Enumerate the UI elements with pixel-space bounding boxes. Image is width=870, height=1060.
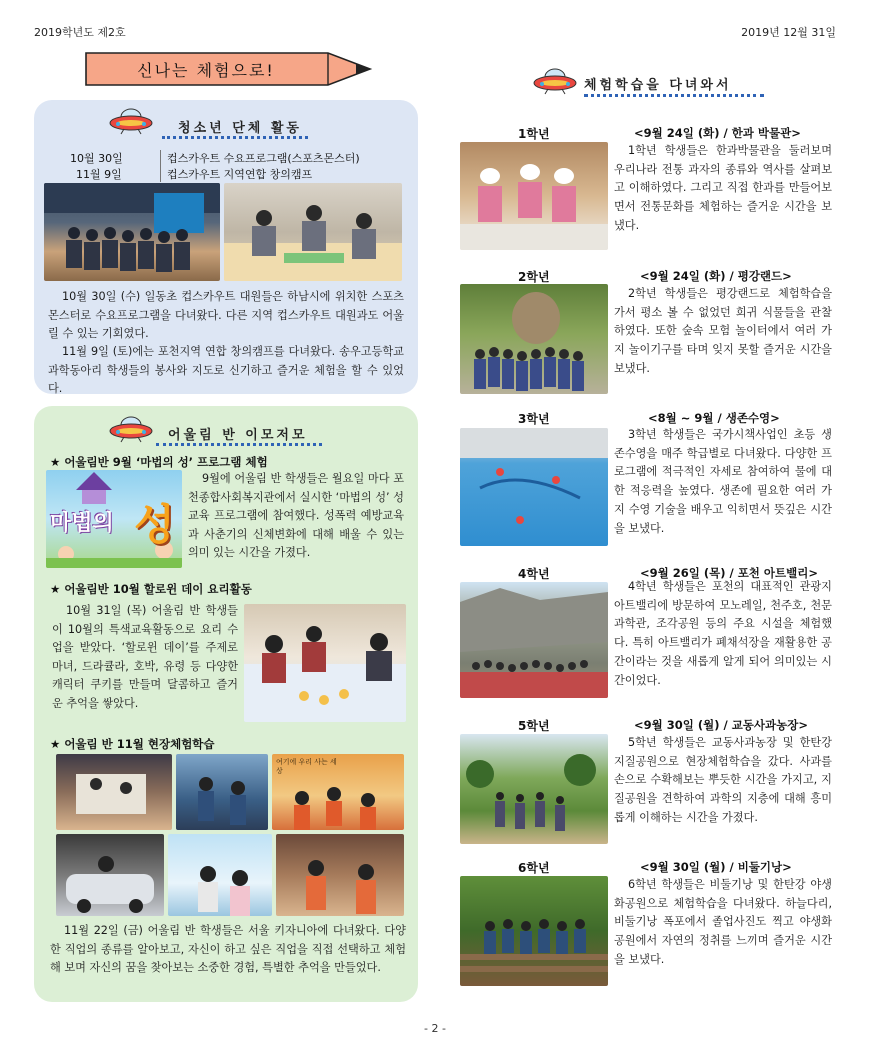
grade-1-body: 1학년 학생들은 한과박물관을 둘러보며 우리나라 전통 과자의 종류와 역사를 살펴보고 이해하였다. 그리고 직접 한과를 만들어보면서 전통문화를 체험하는 즐거운 시간을 보냈다. xyxy=(614,144,832,232)
scout-body-2: 11월 9일 (토)에는 포천지역 연합 창의캠프를 다녀왔다. 송우고등학교 과학동아리 학생들의 봉사와 지도로 신기하고 즐거운 체험을 할 수 있었다. xyxy=(48,345,404,395)
banner-title: 신나는 체험으로! xyxy=(137,61,275,80)
kidzania-photo-1 xyxy=(56,754,172,830)
photo-car xyxy=(56,834,164,916)
inclusive-body-2: 10월 31일 (목) 어울림 반 학생들이 10월의 특색교육활동으로 요리 수업을 받았다. ‘할로윈 데이’를 주제로 마녀, 드라큘라, 호박, 유령 등 다양한 캐릭터 쿠키를 만들며 달콤하고 즐거운 추억을 쌓았다. xyxy=(52,604,238,710)
page-number: - 2 - xyxy=(424,1022,446,1035)
ufo-icon xyxy=(108,106,154,136)
kidzania-photo-3 xyxy=(272,754,404,830)
grade-1-photo xyxy=(460,142,608,250)
ufo-icon xyxy=(108,414,154,444)
grade-5-heading: <9월 30일 (월) / 교동사과농장> xyxy=(634,718,808,732)
inclusive-title: 어울림 반 이모저모 xyxy=(168,428,308,443)
kidzania-photo-5 xyxy=(168,834,272,916)
inclusive-body-3: 11월 22일 (금) 어울림 반 학생들은 서울 키자니아에 다녀왔다. 다양한 직업의 종류를 알아보고, 자신이 하고 싶은 직업을 직접 선택하고 체험해 보며 자신의 꿈을 찾아보는 소중한 경험, 특별한 추억을 만들었다. xyxy=(50,924,406,974)
kidzania-photo-4 xyxy=(56,834,164,916)
grade-3-body: 3학년 학생들은 국가시책사업인 초등 생존수영을 매주 학급별로 다녀왔다. 다양한 프로그램에 적극적인 자세로 참여하여 물에 대한 적응력을 높였다. 생존에 필요한 여러 가지 수영 기술을 배우고 익히면서 뜻깊은 시간을 보냈다. xyxy=(614,428,832,535)
photo-people xyxy=(224,183,402,281)
magic-castle-poster xyxy=(46,470,182,568)
scout-title-underline xyxy=(162,136,308,139)
scout-event-2: 컵스카우트 지역연합 창의캠프 xyxy=(160,166,312,182)
photo-people xyxy=(168,834,272,916)
field-title-underline xyxy=(584,94,764,97)
photo-people xyxy=(44,183,220,281)
ufo-icon xyxy=(532,66,578,96)
grade-3-photo xyxy=(460,428,608,546)
grade-4-photo xyxy=(460,582,608,698)
grade-1-label: 1학년 xyxy=(518,127,550,141)
inclusive-heading-2: ★ 어울림반 10월 할로윈 데이 요리활동 xyxy=(50,582,252,596)
grade-6-body: 6학년 학생들은 비둘기낭 및 한탄강 야생화공원으로 체험학습을 다녀왔다. 하늘다리, 비둘기낭 폭포에서 졸업사진도 찍고 야생화공원에서 자연의 정취를 느끼며 즐거운 시간을 보냈다. xyxy=(614,878,832,966)
grade-2-photo xyxy=(460,284,608,394)
scout-photo-camp xyxy=(224,183,402,281)
scout-photo-sportsmonster xyxy=(44,183,220,281)
grade-5-label: 5학년 xyxy=(518,719,550,733)
scout-event-1: 컵스카우트 수요프로그램(스포츠몬스터) xyxy=(160,150,360,166)
scout-body-1: 10월 30일 (수) 일동초 컵스카우트 대원들은 하남시에 위치한 스포츠몬스터로 수요프로그램을 다녀왔다. 다른 지역 컵스카우트 대원과도 어울릴 수 있는 기회였다. xyxy=(48,290,404,340)
field-title: 체험학습을 다녀와서 xyxy=(584,78,732,93)
grade-5-body: 5학년 학생들은 교동사과농장 및 한탄강지질공원으로 현장체험학습을 갔다. 사과를 손으로 수확해보는 뿌듯한 시간을 가지고, 지질공원을 견학하여 과학의 지층에 대해 흥미롭게 이해하는 시간을 가졌다. xyxy=(614,736,832,824)
inclusive-heading-1: ★ 어울림반 9월 ‘마법의 성’ 프로그램 체험 xyxy=(50,455,268,469)
grade-2-label: 2학년 xyxy=(518,270,550,284)
grade-4-body: 4학년 학생들은 포천의 대표적인 관광지 아트밸리에 방문하여 모노레일, 천주호, 천문과학관, 조각공원 등의 주요 시설을 체험했다. 특히 아트밸리가 폐채석장을 재활용한 공간이라는 것을 새롭게 알게 되어 의미있는 시간이었다. xyxy=(614,580,832,687)
photo-people xyxy=(276,834,404,916)
kidzania-photo-2 xyxy=(176,754,268,830)
inclusive-title-underline xyxy=(156,443,322,446)
poster-title: 마법의 xyxy=(50,511,114,536)
grade-2-heading: <9월 24일 (화) / 평강랜드> xyxy=(640,269,792,283)
grade-5-photo xyxy=(460,734,608,844)
scout-date-1: 10월 30일 xyxy=(70,152,123,165)
photo-pool xyxy=(460,428,608,546)
photo-people xyxy=(244,604,406,722)
photo-people xyxy=(460,734,608,844)
photo-people xyxy=(460,876,608,986)
issue-date: 2019년 12월 31일 xyxy=(741,26,836,39)
kidzania-photo-6 xyxy=(276,834,404,916)
scout-date-2: 11월 9일 xyxy=(76,168,122,181)
poster-big-letter: 성 xyxy=(134,500,175,549)
grade-2-body: 2학년 학생들은 평강랜드로 체험학습을 가서 평소 볼 수 없었던 희귀 식물들을 관찰하였다. 또한 숲속 모험 놀이터에서 여러 가지 놀이기구를 타며 잊지 못할 즐거운 시간을 보냈다. xyxy=(614,287,832,375)
grade-1-heading: <9월 24일 (화) / 한과 박물관> xyxy=(634,126,801,140)
grade-3-heading: <8월 ~ 9월 / 생존수영> xyxy=(648,411,780,425)
grade-3-label: 3학년 xyxy=(518,412,550,426)
photo-people xyxy=(460,142,608,250)
halloween-cooking-photo xyxy=(244,604,406,722)
scout-title: 청소년 단체 활동 xyxy=(178,121,302,136)
grade-6-label: 6학년 xyxy=(518,861,550,875)
photo-people xyxy=(176,754,268,830)
grade-4-label: 4학년 xyxy=(518,567,550,581)
grade-6-photo xyxy=(460,876,608,986)
grade-6-heading: <9월 30일 (월) / 비둘기낭> xyxy=(640,860,792,874)
photo-people xyxy=(460,284,608,394)
inclusive-heading-3: ★ 어울림 반 11월 현장체험학습 xyxy=(50,737,215,751)
grade-4-heading: <9월 26일 (목) / 포천 아트밸리> xyxy=(640,566,818,580)
inclusive-body-1: 9월에 어울림 반 학생들은 월요일 마다 포천종합사회복지관에서 실시한 ‘마법의 성’ 성교육 프로그램에 참여했다. 성폭력 예방교육과 사춘기의 신체변화에 대해 배울 수 있는 의미 있는 시간을 가졌다. xyxy=(188,472,404,559)
issue-label: 2019학년도 제2호 xyxy=(34,26,126,39)
pencil-banner xyxy=(84,50,374,88)
kidzania-sign: 여기에 우리 사는 세상 xyxy=(276,758,337,775)
photo-people xyxy=(460,582,608,698)
photo-people xyxy=(56,754,172,830)
